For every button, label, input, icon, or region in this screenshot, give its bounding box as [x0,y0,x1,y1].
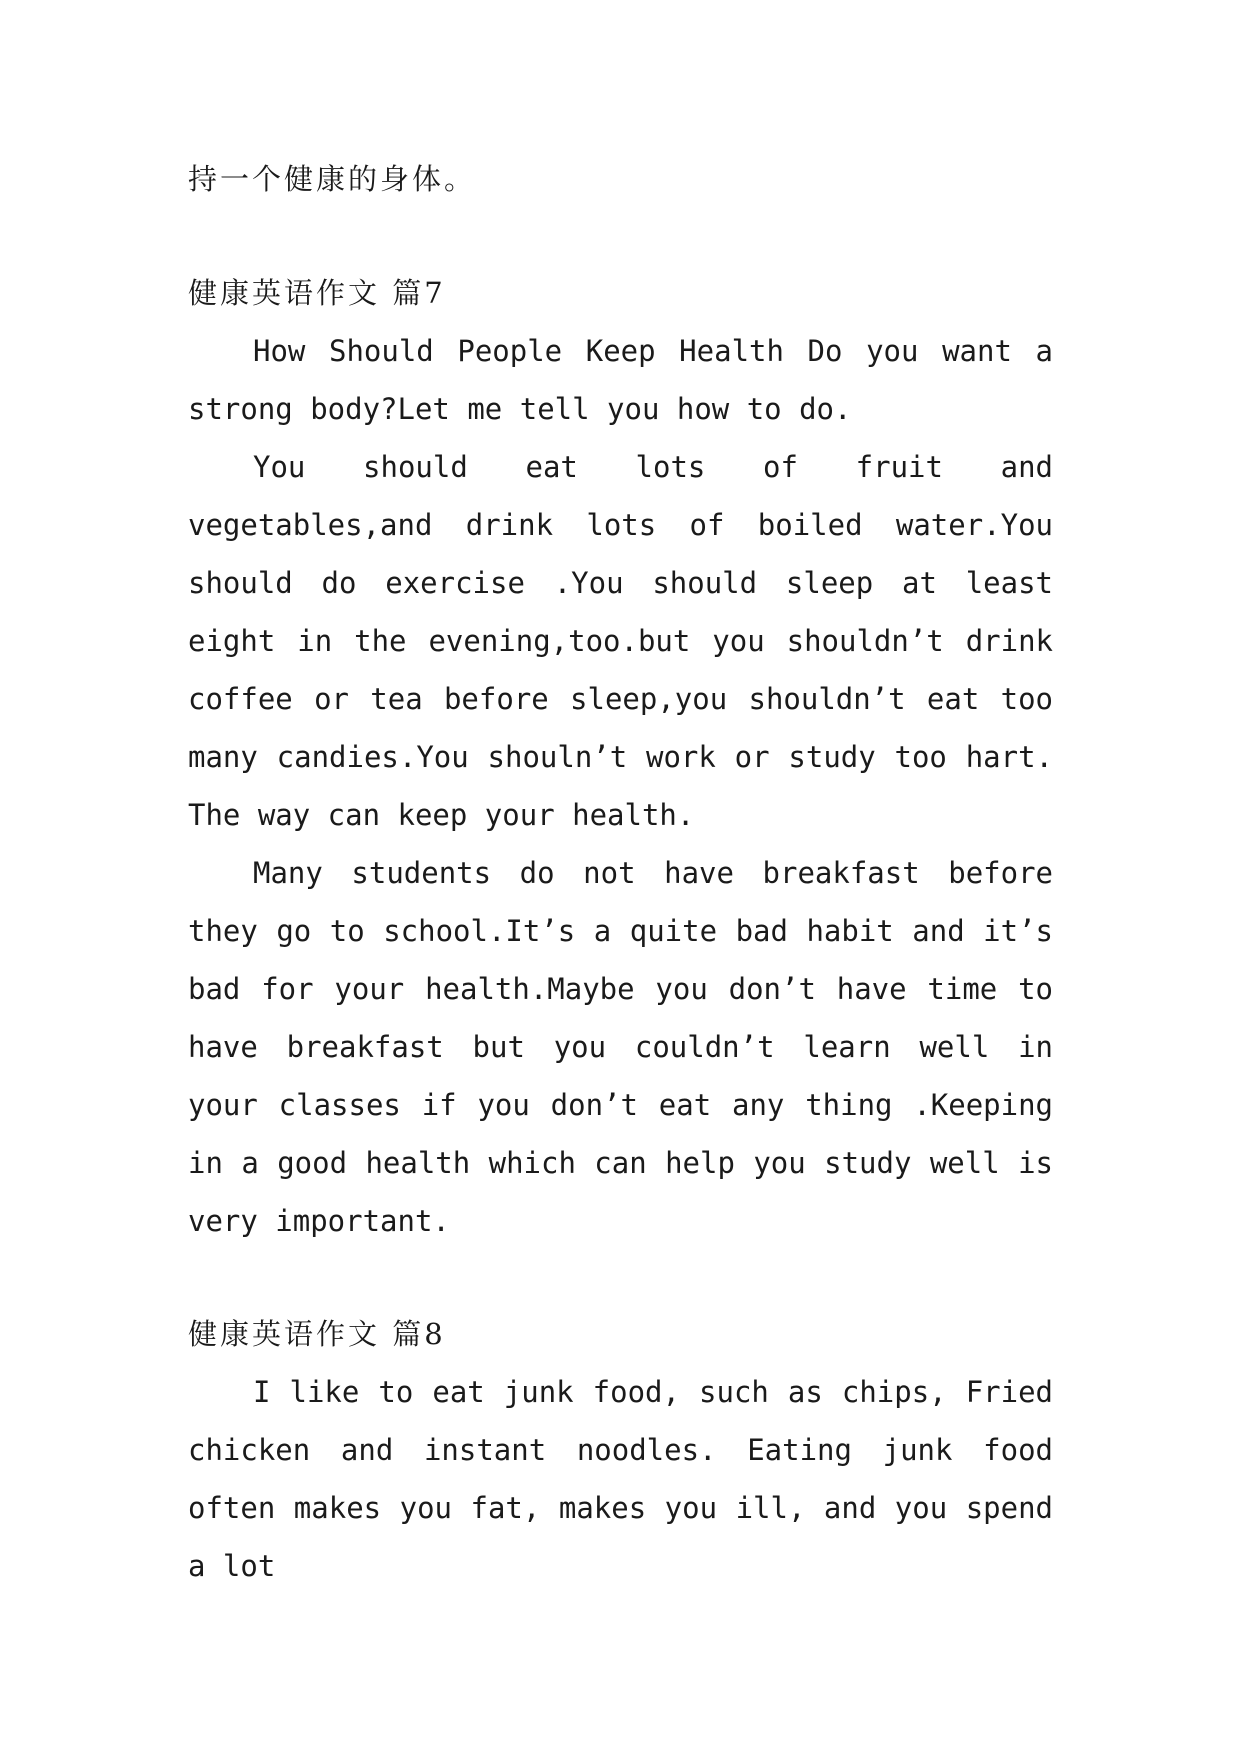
paragraph: I like to eat junk food, such as chips, Fried chicken and instant noodles. Eating junk food often makes you fat, makes you ill, and you spend a lot [188,1375,1053,1583]
section-heading: 健康英语作文 篇8 [188,1317,446,1351]
section-heading: 健康英语作文 篇7 [188,276,446,310]
continuation-line: 持一个健康的身体。 [188,162,477,196]
paragraph: How Should People Keep Health Do you want a strong body?Let me tell you how to do. [188,334,1053,426]
document-page [188,150,1053,1595]
paragraph: You should eat lots of fruit and vegetables,and drink lots of boiled water.You should do exercise .You should sleep at least eight in the evening,too.but you shouldn’t drink coffee or tea before sleep,you shouldn’t eat too many candies.You shouln’t work or study too hart. The way can keep your health. [188,450,1053,832]
paragraph: Many students do not have breakfast before they go to school.It’s a quite bad habit and it’s bad for your health.Maybe you don’t have time to have breakfast but you couldn’t learn well in your classes if you don’t eat any thing .Keeping in a good health which can help you study well is very important. [188,856,1053,1238]
essay-section-8 [188,1305,1053,1595]
essay-section-7 [188,264,1053,1250]
